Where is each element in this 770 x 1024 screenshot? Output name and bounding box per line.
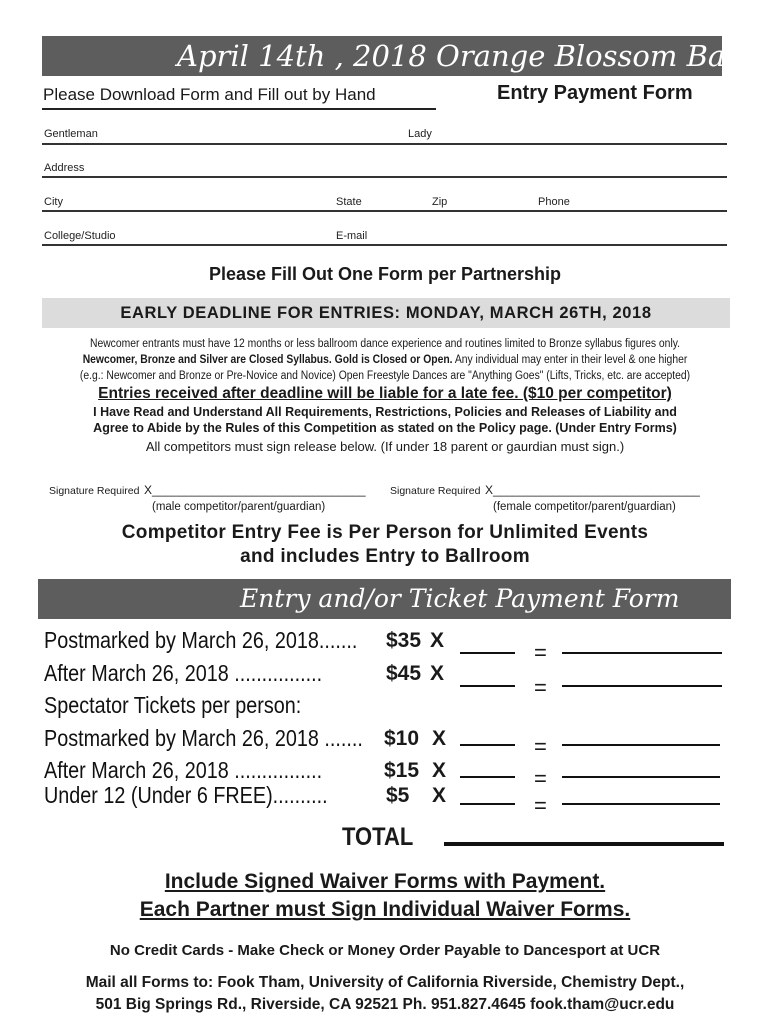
female-signature[interactable] <box>390 481 700 499</box>
rules-line-2 <box>39 354 732 366</box>
deadline-text: EARLY DEADLINE FOR ENTRIES: MONDAY, MARCH 26TH, 2018 <box>120 304 652 322</box>
payment-method-note: No Credit Cards - Make Check or Money Order Payable to Dancesport at UCR <box>109 942 661 959</box>
gentleman-label: Gentleman <box>44 128 98 140</box>
payment-row-mult: X <box>432 784 447 807</box>
equals-sign: = <box>534 675 547 700</box>
fee-note-line-1: Competitor Entry Fee is Per Person for Unlimited Events <box>121 522 649 543</box>
address-field-line[interactable] <box>42 176 727 178</box>
address-label: Address <box>44 162 85 174</box>
payment-row-mult: X <box>430 629 445 652</box>
equals-sign: = <box>534 640 547 665</box>
quantity-blank[interactable] <box>460 652 515 654</box>
payment-row-mult: X <box>432 759 447 782</box>
zip-label: Zip <box>432 196 448 208</box>
late-fee-note <box>0 385 770 403</box>
name-field-line[interactable] <box>42 143 727 145</box>
city-field-line[interactable] <box>42 210 727 212</box>
female-signature-label: Signature Required <box>390 485 481 497</box>
phone-label: Phone <box>538 196 570 208</box>
payment-form-title: Entry and/or Ticket Payment Form <box>240 584 680 613</box>
event-title-banner <box>42 36 744 76</box>
male-signature-caption: (male competitor/parent/guardian) <box>152 501 326 513</box>
payment-row-mult: X <box>432 727 447 750</box>
event-title: April 14th , 2018 Orange Blossom Ball <box>177 39 744 73</box>
payment-row-label: After March 26, 2018 ................ <box>44 757 323 783</box>
amount-blank[interactable] <box>562 744 720 746</box>
deadline-banner <box>42 298 730 328</box>
male-signature-label: Signature Required <box>49 485 140 497</box>
payment-row-price: $45 <box>386 662 422 685</box>
download-instruction: Please Download Form and Fill out by Hand <box>43 85 376 104</box>
payment-row-price: $10 <box>384 727 420 750</box>
payment-form-banner <box>38 579 731 619</box>
partnership-note: Please Fill Out One Form per Partnership <box>208 264 562 284</box>
quantity-blank[interactable] <box>460 803 515 805</box>
amount-blank[interactable] <box>562 685 722 687</box>
amount-blank[interactable] <box>562 652 722 654</box>
equals-sign: = <box>534 793 547 818</box>
email-label: E-mail <box>336 230 368 242</box>
college-label: College/Studio <box>44 230 116 242</box>
male-signature-line: X________________________________ <box>143 483 366 497</box>
college-field-line[interactable] <box>42 244 727 246</box>
payment-row-price: $15 <box>384 759 420 782</box>
release-note: All competitors must sign release below. (If under 18 parent or gaurdian must sign.) <box>145 439 625 454</box>
waiver-note-1 <box>0 870 770 894</box>
amount-blank[interactable] <box>562 776 720 778</box>
payment-row-label: After March 26, 2018 ................ <box>44 660 323 686</box>
payment-row-label: Under 12 (Under 6 FREE).......... <box>44 782 328 808</box>
total-label: TOTAL <box>342 823 414 851</box>
mailing-address-line-1: Mail all Forms to: Fook Tham, University of California Riverside, Chemistry Dept., <box>85 974 685 991</box>
mailing-address-line-2: 501 Big Springs Rd., Riverside, CA 92521 Ph. 951.827.4645 fook.tham@ucr.edu <box>95 996 675 1013</box>
equals-sign: = <box>534 766 547 791</box>
spectator-heading: Spectator Tickets per person: <box>44 692 302 718</box>
waiver-note-2-text: Each Partner must Sign Individual Waiver Forms. <box>139 898 631 921</box>
rules-line-2-bold: Newcomer, Bronze and Silver are Closed Syllabus. Gold is Closed or Open. <box>82 354 453 366</box>
agreement-line-1: I Have Read and Understand All Requirements, Restrictions, Policies and Releases of Liability and <box>93 405 677 419</box>
rules-line-1: Newcomer entrants must have 12 months or less ballroom dance experience and routines limited to Bronze syllabus figures only. <box>89 338 681 350</box>
city-label: City <box>44 196 63 208</box>
male-signature[interactable] <box>49 481 366 499</box>
payment-row-mult: X <box>430 662 445 685</box>
instruction-underline <box>42 108 436 110</box>
equals-sign: = <box>534 734 547 759</box>
total-blank[interactable] <box>444 842 724 846</box>
fee-note-line-2: and includes Entry to Ballroom <box>240 546 530 567</box>
quantity-blank[interactable] <box>460 744 515 746</box>
payment-row-price: $35 <box>386 629 422 652</box>
waiver-note-1-text: Include Signed Waiver Forms with Payment. <box>164 870 606 893</box>
quantity-blank[interactable] <box>460 776 515 778</box>
lady-label: Lady <box>408 128 432 140</box>
state-label: State <box>336 196 362 208</box>
form-title: Entry Payment Form <box>497 82 693 104</box>
agreement-line-2: Agree to Abide by the Rules of this Competition as stated on the Policy page. (Under Entry Forms) <box>93 421 677 435</box>
female-signature-caption: (female competitor/parent/guardian) <box>493 501 676 513</box>
waiver-note-2 <box>0 898 770 922</box>
rules-line-2-rest: Any individual may enter in their level & one higher <box>452 354 688 366</box>
payment-row-price: $5 <box>386 784 410 807</box>
payment-row-label: Postmarked by March 26, 2018....... <box>44 627 358 653</box>
rules-line-3: (e.g.: Newcomer and Bronze or Pre-Novice and Novice) Open Freestyle Dances are "Anything Goes" (Lifts, Tricks, etc. are accepted) <box>79 370 691 382</box>
late-fee-text: Entries received after deadline will be liable for a late fee. ($10 per competitor) <box>98 385 672 402</box>
amount-blank[interactable] <box>562 803 720 805</box>
payment-row-label: Postmarked by March 26, 2018 ....... <box>44 725 363 751</box>
female-signature-line: X_______________________________ <box>484 483 700 497</box>
quantity-blank[interactable] <box>460 685 515 687</box>
